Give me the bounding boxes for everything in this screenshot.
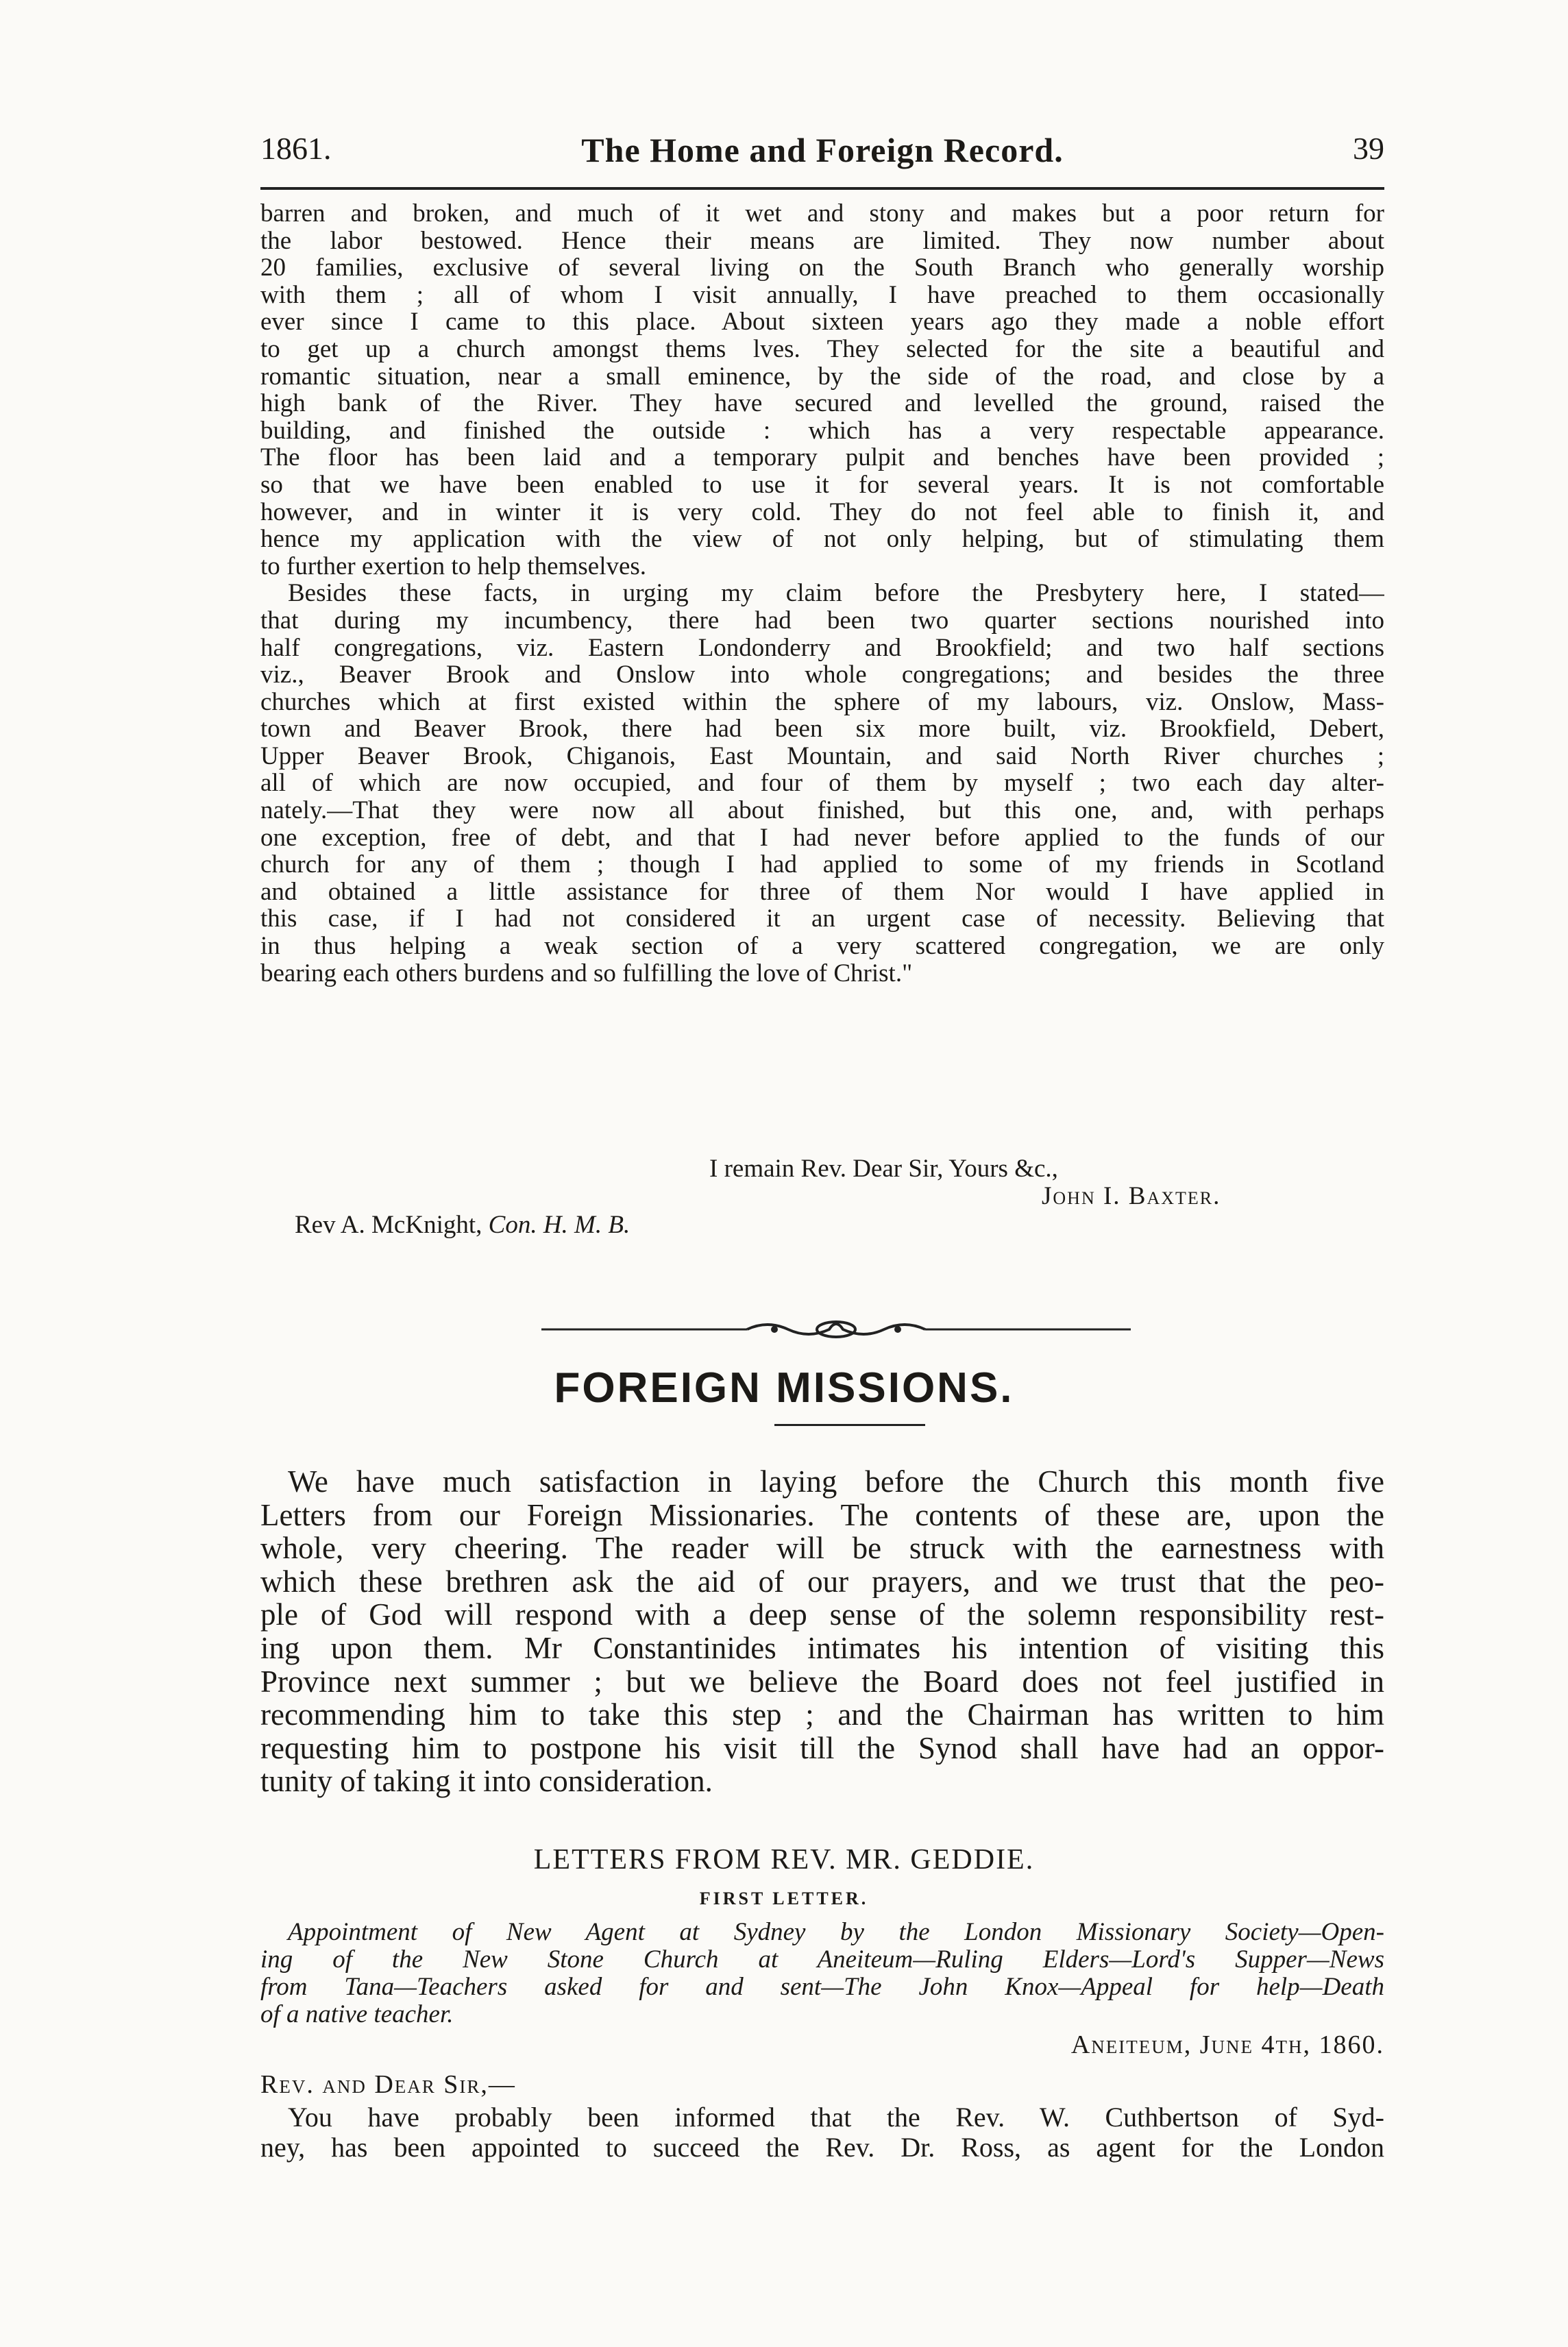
text-line: romantic situation, near a small eminence, by the side of the road, and close by a bbox=[260, 363, 1384, 391]
header-year: 1861. bbox=[260, 131, 332, 166]
text-line: town and Beaver Brook, there had been six more built, viz. Brookfield, Debert, bbox=[260, 715, 1384, 743]
text-line: which these brethren ask the aid of our prayers, and we trust that the peo- bbox=[260, 1564, 1384, 1599]
text-line: barren and broken, and much of it wet and stony and makes but a poor return for bbox=[260, 200, 1384, 228]
text-line: in thus helping a weak section of a very scattered congregation, we are only bbox=[260, 933, 1384, 960]
text-line: You have probably been informed that the Rev. W. Cuthbertson of Syd- bbox=[288, 2102, 1384, 2133]
text-line: hence my application with the view of not only helping, but of stimulating them bbox=[260, 526, 1384, 553]
text-line: building, and finished the outside : which has a very respectable appearance. bbox=[260, 417, 1384, 445]
header-rule bbox=[260, 187, 1384, 190]
text-line: ever since I came to this place. About sixteen years ago they made a noble effort bbox=[260, 308, 1384, 336]
section-heading-foreign-missions: FOREIGN MISSIONS. bbox=[554, 1364, 1014, 1412]
text-line: high bank of the River. They have secured and levelled the ground, raised the bbox=[260, 390, 1384, 417]
text-line: churches which at first existed within the sphere of my labours, viz. Onslow, Mass- bbox=[260, 688, 1384, 716]
header-title: The Home and Foreign Record. bbox=[581, 131, 1064, 169]
text-line: so that we have been enabled to use it for several years. It is not comfortable bbox=[260, 471, 1384, 499]
text-line: one exception, free of debt, and that I had never before applied to the funds of our bbox=[260, 824, 1384, 852]
letter-dateline: Aneiteum, June 4th, 1860. bbox=[1070, 2030, 1384, 2059]
summary-line: ing of the New Stone Church at Aneiteum—Ruling Elders—Lord's Supper—News bbox=[260, 1945, 1384, 1974]
addressee-name: Rev A. McKnight, bbox=[295, 1211, 482, 1239]
text-line: The floor has been laid and a temporary pulpit and benches have been provided ; bbox=[260, 444, 1384, 471]
text-line: that during my incumbency, there had been two quarter sections nourished into bbox=[260, 606, 1384, 635]
summary-line: from Tana—Teachers asked for and sent—The John Knox—Appeal for help—Death bbox=[260, 1973, 1384, 2001]
text-line: recommending him to take this step ; and the Chairman has written to him bbox=[260, 1698, 1384, 1732]
text-line: Besides these facts, in urging my claim before the Presbytery here, I stated— bbox=[288, 580, 1384, 607]
text-line: ing upon them. Mr Constantinides intimates his intention of visiting this bbox=[260, 1631, 1384, 1665]
text-line: church for any of them ; though I had applied to some of my friends in Scotland bbox=[260, 851, 1384, 878]
geddie-letter-body bbox=[260, 2102, 1384, 2163]
text-line: ple of God will respond with a deep sense of the solemn responsibility rest- bbox=[260, 1598, 1384, 1632]
text-line: 20 families, exclusive of several living on the South Branch who generally worship bbox=[260, 254, 1384, 282]
text-line: bearing each others burdens and so fulfilling the love of Christ." bbox=[260, 959, 913, 987]
text-line: We have much satisfaction in laying before the Church this month five bbox=[288, 1465, 1384, 1499]
text-line: nately.—That they were now all about finished, but this one, and, with perhaps bbox=[260, 797, 1384, 824]
letter-closing: I remain Rev. Dear Sir, Yours &c., bbox=[709, 1155, 1058, 1183]
summary-line: of a native teacher. bbox=[260, 2000, 454, 2028]
text-line: half congregations, viz. Eastern Londonderry and Brookfield; and two half sections bbox=[260, 634, 1384, 662]
text-line: however, and in winter it is very cold. They do not feel able to finish it, and bbox=[260, 498, 1384, 526]
text-line: to get up a church amongst thems lves. They selected for the site a beautiful and bbox=[260, 335, 1384, 363]
running-header bbox=[260, 130, 1384, 178]
letter-continuation bbox=[260, 200, 1384, 987]
text-line: whole, very cheering. The reader will be struck with the earnestness with bbox=[260, 1532, 1384, 1565]
letter-addressee bbox=[295, 1212, 630, 1239]
text-line: ney, has been appointed to succeed the Rev. Dr. Ross, as agent for the London bbox=[260, 2133, 1384, 2163]
text-line: this case, if I had not considered it an urgent case of necessity. Believing that bbox=[260, 905, 1384, 933]
ornament-divider bbox=[541, 1316, 1131, 1343]
letter-signature: John I. Baxter. bbox=[1042, 1182, 1221, 1210]
text-line: viz., Beaver Brook and Onslow into whole congregations; and besides the three bbox=[260, 661, 1384, 689]
text-line: Province next summer ; but we believe the Board does not feel justified in bbox=[260, 1664, 1384, 1699]
text-line: to further exertion to help themselves. bbox=[260, 552, 647, 580]
page-number: 39 bbox=[1353, 131, 1384, 166]
text-line: Letters from our Foreign Missionaries. The contents of these are, upon the bbox=[260, 1498, 1384, 1532]
summary-line: Appointment of New Agent at Sydney by the London Missionary Society—Open- bbox=[288, 1918, 1384, 1946]
first-letter-subheading: FIRST LETTER. bbox=[699, 1889, 869, 1908]
foreign-missions-paragraph bbox=[260, 1465, 1384, 1798]
text-line: tunity of taking it into consideration. bbox=[260, 1765, 713, 1798]
text-line: the labor bestowed. Hence their means are limited. They now number about bbox=[260, 227, 1384, 255]
text-line: and obtained a little assistance for three of them Nor would I have applied in bbox=[260, 878, 1384, 906]
text-line: all of which are now occupied, and four of them by myself ; two each day alter- bbox=[260, 770, 1384, 798]
letters-heading: LETTERS FROM REV. MR. GEDDIE. bbox=[533, 1844, 1035, 1876]
letter-summary bbox=[260, 1919, 1384, 2028]
text-line: requesting him to postpone his visit till the Synod shall have had an oppor- bbox=[260, 1731, 1384, 1765]
heading-underline bbox=[774, 1424, 925, 1426]
text-line: with them ; all of whom I visit annually, I have preached to them occasionally bbox=[260, 281, 1384, 309]
letter-salutation: Rev. and Dear Sir,— bbox=[260, 2070, 516, 2099]
text-line: Upper Beaver Brook, Chiganois, East Mountain, and said North River churches ; bbox=[260, 742, 1384, 770]
addressee-title: Con. H. M. B. bbox=[488, 1211, 630, 1239]
